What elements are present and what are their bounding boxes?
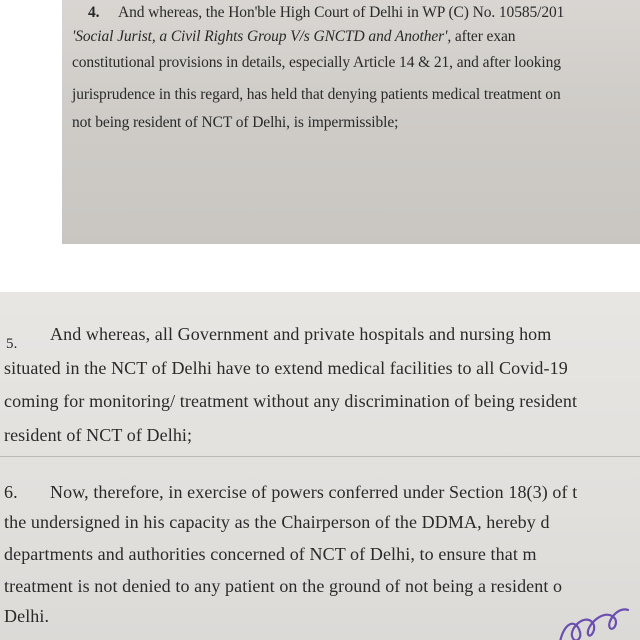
paragraph-separator	[0, 456, 640, 457]
photo-divider	[0, 244, 640, 292]
paragraph-4-number: 4.	[88, 4, 100, 21]
paragraph-6-line-1: Now, therefore, in exercise of powers conferred under Section 18(3) of t	[50, 482, 578, 502]
paragraph-5-line-1: And whereas, all Government and private hospitals and nursing hom	[50, 324, 552, 344]
paragraph-6-line-5: Delhi.	[4, 606, 50, 626]
paragraph-5-line-3: coming for monitoring/ treatment without any discrimination of being resident	[4, 391, 578, 411]
paragraph-4-line-2-rest: after exan	[451, 28, 516, 45]
paragraph-6-line-4: treatment is not denied to any patient on the ground of not being a resident o	[4, 576, 563, 596]
paragraph-5-line-2: situated in the NCT of Delhi have to extend medical facilities to all Covid-19	[4, 358, 568, 378]
paragraph-4-line-4: jurisprudence in this regard, has held that denying patients medical treatment on	[72, 86, 561, 103]
signature-mark	[554, 592, 634, 640]
case-title: 'Social Jurist, a Civil Rights Group V/s GNCTD and Another',	[72, 28, 452, 45]
paragraph-4-line-2	[72, 28, 515, 46]
document-photo-bottom	[0, 292, 640, 640]
paragraph-4-line-1: And whereas, the Hon'ble High Court of Delhi in WP (C) No. 10585/201	[118, 4, 565, 21]
paragraph-6-number: 6.	[4, 482, 18, 502]
paragraph-4-line-3: constitutional provisions in details, especially Article 14 & 21, and after looking	[72, 54, 561, 71]
paragraph-6-line-2: the undersigned in his capacity as the Chairperson of the DDMA, hereby d	[4, 512, 550, 532]
paragraph-5-number: 5.	[6, 336, 18, 352]
document-photo-top	[62, 0, 640, 244]
paragraph-6-line-3: departments and authorities concerned of NCT of Delhi, to ensure that m	[4, 544, 537, 564]
paragraph-5-line-4: resident of NCT of Delhi;	[4, 425, 193, 445]
paragraph-4-line-5: not being resident of NCT of Delhi, is impermissible;	[72, 114, 399, 131]
